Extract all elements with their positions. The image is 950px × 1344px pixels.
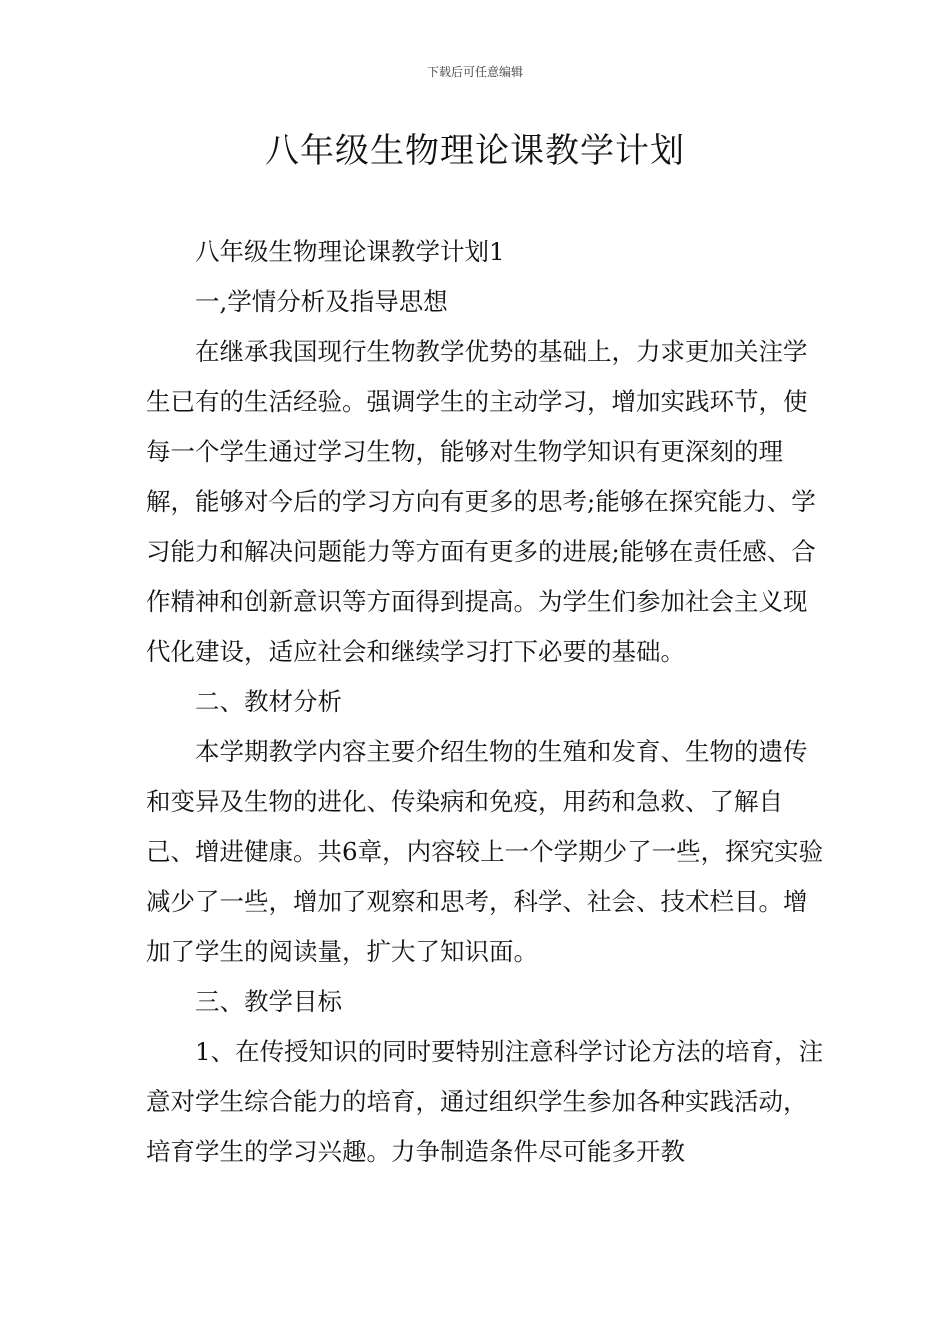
paragraph-textbook-content: 本学期教学内容主要介绍生物的生殖和发育、生物的遗传和变异及生物的进化、传染病和免疫，用药和急救、了解自己、增进健康。共6章，内容较上一个学期少了一些，探究实验减少了一些，增加了观察和思考，科学、社会、技术栏目。增加了学生的阅读量，扩大了知识面。	[146, 737, 824, 966]
paragraph-teaching-goal-1: 1、在传授知识的同时要特别注意科学讨论方法的培育，注意对学生综合能力的培育，通过组织学生参加各种实践活动，培育学生的学习兴趣。力争制造条件尽可能多开教	[146, 1037, 824, 1166]
section-heading-teaching-goals: 三、教学目标	[195, 987, 342, 1016]
section-heading-plan-1: 八年级生物理论课教学计划1	[195, 237, 505, 266]
paragraph-guiding-ideas: 在继承我国现行生物教学优势的基础上，力求更加关注学生已有的生活经验。强调学生的主动学习，增加实践环节，使每一个学生通过学习生物，能够对生物学知识有更深刻的理解，能够对今后的学习方向有更多的思考;能够在探究能力、学习能力和解决问题能力等方面有更多的进展;能够在责任感、合作精神和创新意识等方面得到提高。为学生们参加社会主义现代化建设，适应社会和继续学习打下必要的基础。	[146, 337, 816, 666]
document-title: 八年级生物理论课教学计划	[265, 131, 685, 171]
section-heading-textbook-analysis: 二、教材分析	[195, 687, 342, 716]
page-header-note: 下载后可任意编辑	[426, 65, 523, 79]
section-heading-learning-analysis: 一,学情分析及指导思想	[195, 287, 448, 316]
document-body	[146, 227, 826, 1177]
